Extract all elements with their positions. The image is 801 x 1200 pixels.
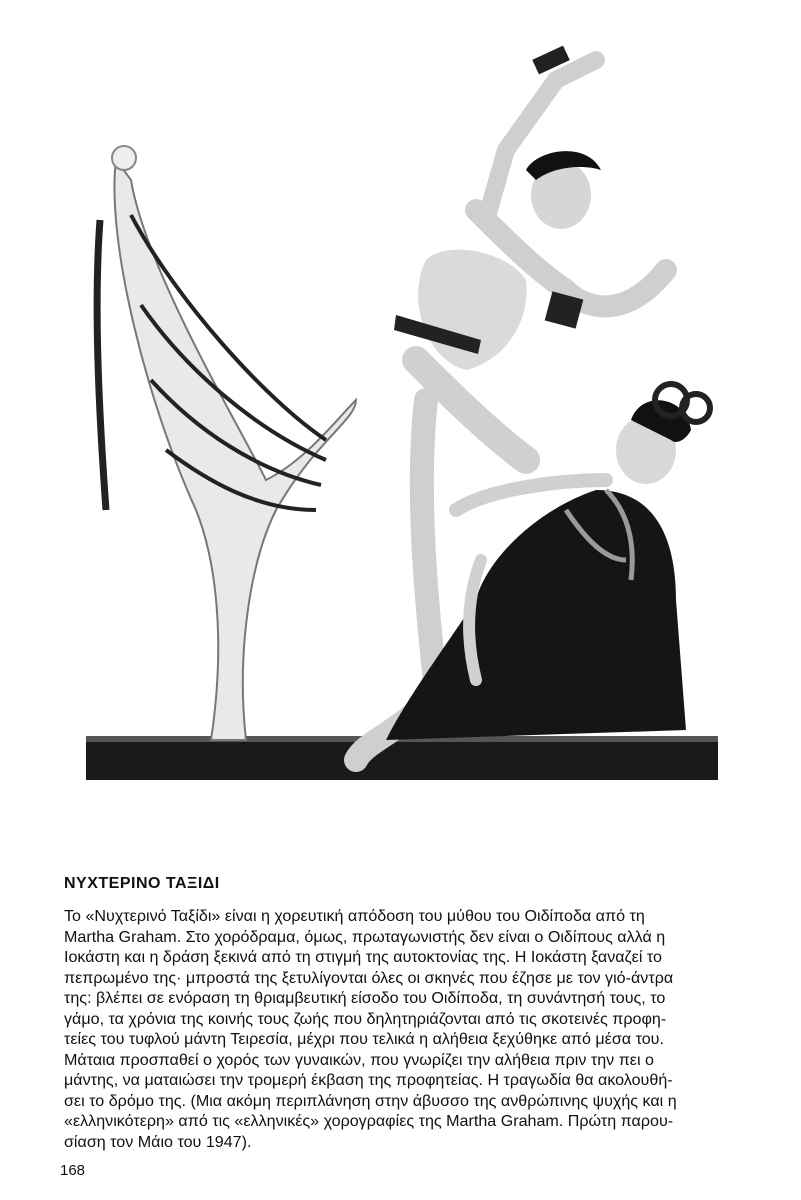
body-line: Martha Graham. Στο χορόδραμα, όμως, πρωταγωνιστής δεν είναι ο Οιδίπους αλλά η <box>64 927 666 946</box>
body-line: σίαση τον Μάιο του 1947). <box>64 1132 252 1151</box>
section-title: ΝΥΧΤΕΡΙΝΟ ΤΑΞΙΔΙ <box>64 875 220 892</box>
body-paragraph <box>64 906 736 1152</box>
body-line: πεπρωμένο της· μπροστά της ξετυλίγονται όλες οι σκηνές που έζησε με τον γιό-άντρα <box>64 968 674 987</box>
body-line: γάμο, τα χρόνια της κοινής τους ζωής που δηλητηριάζονται από τις σκοτεινές προφη- <box>64 1009 667 1028</box>
body-line: «ελληνικότερη» από τις «ελληνικές» χορογραφίες της Martha Graham. Πρώτη παρου- <box>64 1112 674 1130</box>
dance-photograph <box>86 40 718 780</box>
page-number: 168 <box>60 1162 86 1179</box>
body-line: σει το δρόμο της. (Μια ακόμη περιπλάνηση στην άβυσσο της ανθρώπινης ψυχής και η <box>64 1091 677 1110</box>
body-line: μάντης, να ματαιώσει την τρομερή έκβαση της προφητείας. Η τραγωδία θα ακολουθή- <box>64 1071 673 1089</box>
sculpture <box>97 146 356 740</box>
body-line: Ιοκάστη και η δράση ξεκινά από τη στιγμή της αυτοκτονίας της. Η Ιοκάστη ξαναζεί το <box>64 948 662 966</box>
body-line: της: βλέπει σε ενόραση τη θριαμβευτική είσοδο του Οιδίποδα, τη συνάντησή τους, το <box>64 989 666 1007</box>
body-line: Το «Νυχτερινό Ταξίδι» είναι η χορευτική απόδοση του μύθου του Οιδίποδα από τη <box>64 907 645 925</box>
body-line: Μάταια προσπαθεί ο χορός των γυναικών, που γνωρίζει την αλήθεια πριν την πει ο <box>64 1050 654 1069</box>
body-line: τείες του τυφλού μάντη Τειρεσία, μέχρι που τελικά η αλήθεια ξεχύθηκε από μέσα του. <box>64 1030 664 1048</box>
